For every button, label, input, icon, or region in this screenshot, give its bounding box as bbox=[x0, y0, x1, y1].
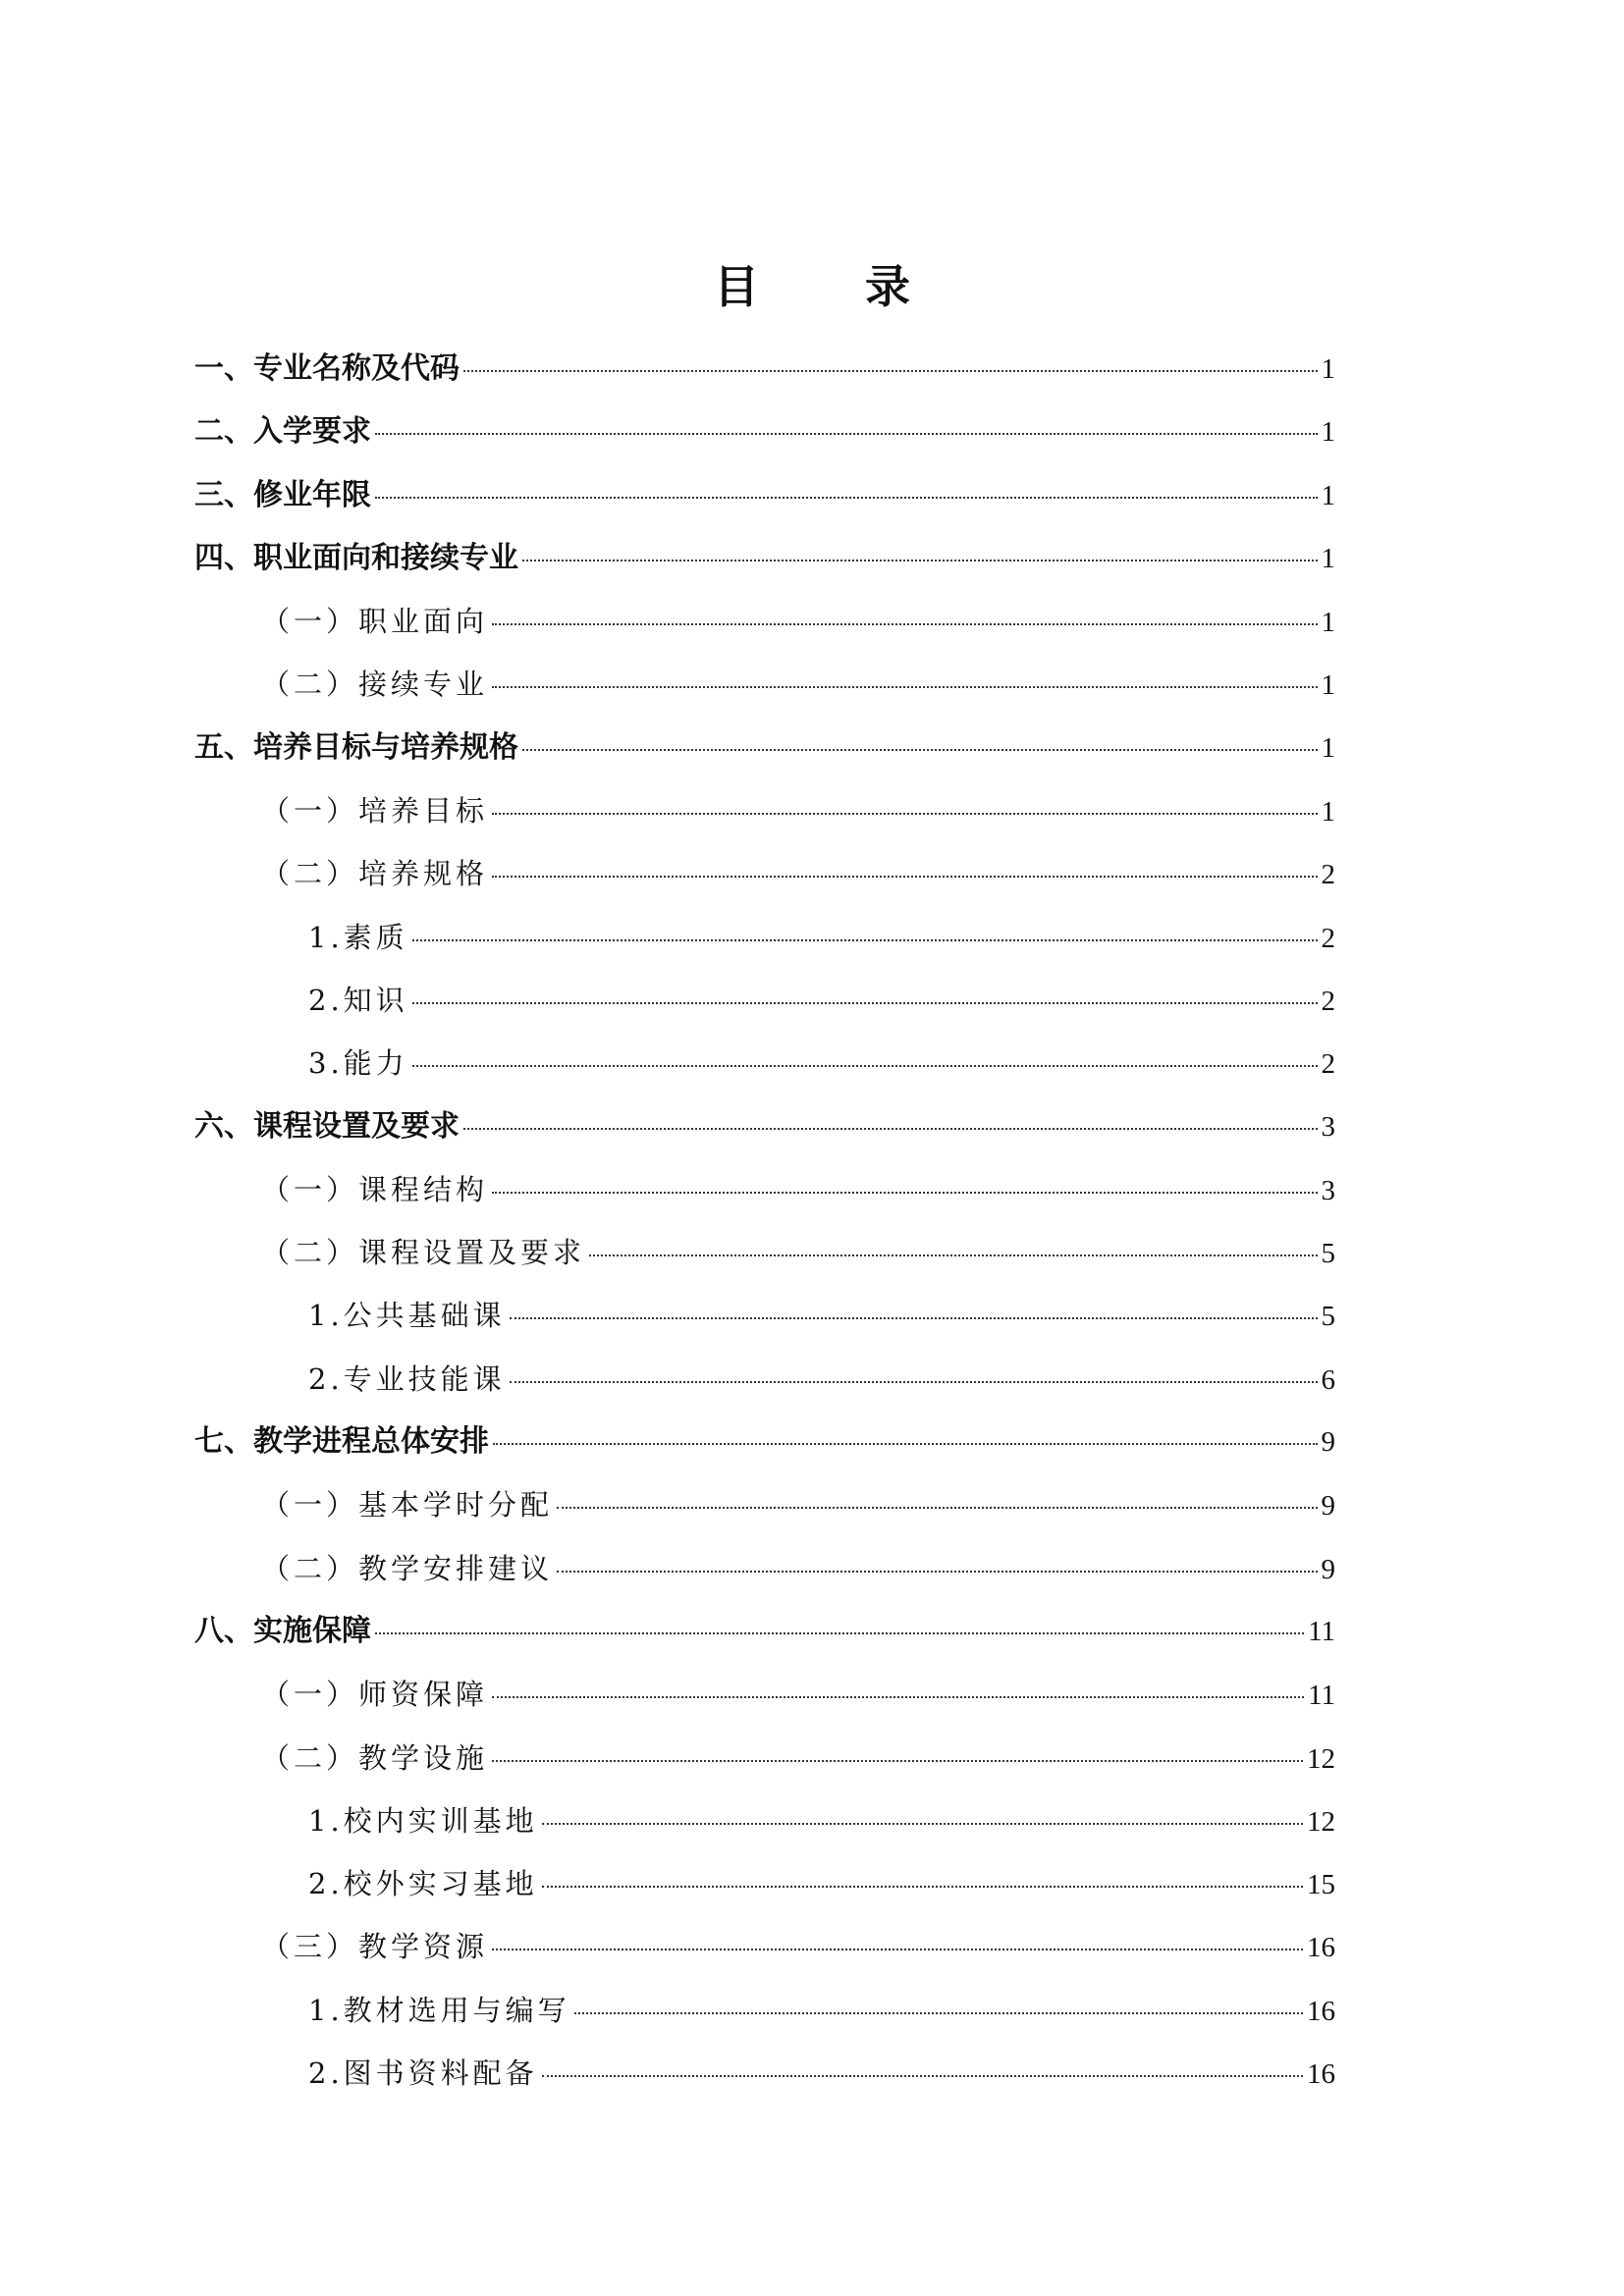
toc-entry-label: （二）课程设置及要求 bbox=[261, 1236, 586, 1270]
toc-entry[interactable] bbox=[194, 1789, 1335, 1852]
toc-entry-page-number: 5 bbox=[1321, 1238, 1335, 1270]
toc-entry-label: 2.专业技能课 bbox=[308, 1362, 506, 1396]
toc-entry-label: （二）教学设施 bbox=[261, 1740, 489, 1775]
toc-entry-label: （二）教学安排建议 bbox=[261, 1551, 554, 1585]
toc-entry-label: 一、专业名称及代码 bbox=[194, 351, 460, 386]
toc-entry[interactable] bbox=[194, 1284, 1335, 1347]
toc-entry-page-number: 5 bbox=[1321, 1301, 1335, 1333]
toc-dot-leader bbox=[492, 685, 1317, 688]
toc-entry[interactable] bbox=[194, 1411, 1335, 1473]
toc-dot-leader bbox=[492, 622, 1317, 625]
toc-dot-leader bbox=[557, 1570, 1317, 1573]
toc-entry[interactable] bbox=[194, 1727, 1335, 1789]
toc-entry[interactable] bbox=[194, 1221, 1335, 1284]
toc-entry-page-number: 1 bbox=[1321, 479, 1335, 511]
toc-entry-label: 2.图书资料配备 bbox=[308, 2056, 538, 2091]
toc-entry-page-number: 9 bbox=[1321, 1426, 1335, 1459]
toc-entry-label: （三）教学资源 bbox=[261, 1930, 489, 1964]
toc-entry-page-number: 1 bbox=[1321, 416, 1335, 449]
toc-entry-page-number: 2 bbox=[1321, 985, 1335, 1017]
toc-entry[interactable] bbox=[194, 1852, 1335, 1915]
toc-entry[interactable] bbox=[194, 1032, 1335, 1095]
toc-entry-page-number: 9 bbox=[1321, 1553, 1335, 1585]
toc-entry-label: （二）接续专业 bbox=[261, 667, 489, 702]
toc-entry-label: （一）职业面向 bbox=[261, 605, 489, 639]
toc-entry[interactable] bbox=[194, 1348, 1335, 1411]
toc-entry[interactable] bbox=[194, 1663, 1335, 1726]
toc-entry-page-number: 1 bbox=[1321, 669, 1335, 702]
toc-entry-page-number: 12 bbox=[1307, 1742, 1335, 1775]
toc-dot-leader bbox=[557, 1506, 1317, 1509]
toc-entry[interactable] bbox=[194, 1979, 1335, 2042]
toc-entry-label: 1.教材选用与编写 bbox=[308, 1993, 570, 2027]
toc-entry-label: （一）基本学时分配 bbox=[261, 1488, 554, 1522]
toc-entry-page-number: 12 bbox=[1307, 1805, 1335, 1838]
toc-entry-label: 二、入学要求 bbox=[194, 414, 371, 450]
toc-entry-page-number: 3 bbox=[1321, 1110, 1335, 1143]
toc-entry[interactable] bbox=[194, 338, 1335, 400]
toc-entry[interactable] bbox=[194, 653, 1335, 716]
toc-dot-leader bbox=[589, 1254, 1317, 1256]
toc-dot-leader bbox=[493, 1442, 1318, 1445]
toc-entry-page-number: 16 bbox=[1307, 1932, 1335, 1964]
toc-entry[interactable] bbox=[194, 779, 1335, 842]
toc-entry-label: 1.公共基础课 bbox=[308, 1299, 506, 1333]
toc-entry-page-number: 11 bbox=[1308, 1615, 1335, 1647]
toc-dot-leader bbox=[522, 559, 1318, 561]
toc-entry-label: 五、培养目标与培养规格 bbox=[194, 729, 518, 765]
toc-dot-leader bbox=[375, 1631, 1304, 1634]
toc-dot-leader bbox=[542, 1822, 1303, 1825]
toc-entry[interactable] bbox=[194, 527, 1335, 590]
toc-entry-label: （二）培养规格 bbox=[261, 857, 489, 891]
toc-entry-page-number: 1 bbox=[1321, 353, 1335, 385]
toc-dot-leader bbox=[463, 369, 1318, 372]
toc-entry[interactable] bbox=[194, 1915, 1335, 1978]
toc-dot-leader bbox=[375, 432, 1318, 435]
toc-entry-label: 三、修业年限 bbox=[194, 477, 371, 512]
toc-entry[interactable] bbox=[194, 2042, 1335, 2105]
toc-dot-leader bbox=[412, 1064, 1318, 1067]
toc-dot-leader bbox=[510, 1380, 1318, 1383]
toc-dot-leader bbox=[492, 1191, 1317, 1194]
toc-entry[interactable] bbox=[194, 1095, 1335, 1158]
toc-list bbox=[194, 338, 1335, 2105]
toc-entry[interactable] bbox=[194, 1473, 1335, 1536]
toc-entry[interactable] bbox=[194, 464, 1335, 527]
toc-dot-leader bbox=[492, 812, 1317, 815]
toc-entry-page-number: 16 bbox=[1307, 2058, 1335, 2091]
toc-entry-label: （一）课程结构 bbox=[261, 1172, 489, 1206]
toc-entry-label: 四、职业面向和接续专业 bbox=[194, 540, 518, 575]
toc-entry-page-number: 1 bbox=[1321, 796, 1335, 828]
toc-entry-page-number: 9 bbox=[1321, 1490, 1335, 1522]
toc-entry-page-number: 1 bbox=[1321, 731, 1335, 764]
toc-dot-leader bbox=[574, 2011, 1303, 2014]
toc-entry-page-number: 2 bbox=[1321, 922, 1335, 954]
toc-entry[interactable] bbox=[194, 1158, 1335, 1221]
toc-dot-leader bbox=[412, 1001, 1318, 1004]
toc-title: 目 录 bbox=[713, 260, 955, 313]
toc-entry[interactable] bbox=[194, 590, 1335, 653]
toc-entry-page-number: 2 bbox=[1321, 1048, 1335, 1081]
toc-dot-leader bbox=[375, 496, 1318, 499]
toc-dot-leader bbox=[463, 1127, 1318, 1130]
toc-entry[interactable] bbox=[194, 1600, 1335, 1663]
toc-entry-label: 1.校内实训基地 bbox=[308, 1803, 538, 1838]
toc-entry[interactable] bbox=[194, 906, 1335, 969]
toc-entry-page-number: 1 bbox=[1321, 607, 1335, 639]
toc-entry-page-number: 3 bbox=[1321, 1174, 1335, 1206]
toc-entry-label: （一）师资保障 bbox=[261, 1678, 489, 1712]
toc-dot-leader bbox=[492, 1948, 1303, 1950]
toc-entry-page-number: 16 bbox=[1307, 1995, 1335, 2027]
toc-dot-leader bbox=[522, 748, 1318, 751]
toc-entry-label: 2.校外实习基地 bbox=[308, 1867, 538, 1901]
toc-dot-leader bbox=[492, 875, 1317, 878]
toc-entry-page-number: 1 bbox=[1321, 542, 1335, 574]
toc-entry-page-number: 6 bbox=[1321, 1363, 1335, 1396]
toc-dot-leader bbox=[510, 1316, 1318, 1319]
toc-dot-leader bbox=[492, 1695, 1304, 1698]
toc-dot-leader bbox=[412, 938, 1318, 941]
toc-entry-label: 八、实施保障 bbox=[194, 1613, 371, 1648]
toc-entry-page-number: 2 bbox=[1321, 859, 1335, 891]
toc-entry-label: 2.知识 bbox=[308, 983, 408, 1017]
toc-entry-label: 3.能力 bbox=[308, 1046, 408, 1081]
toc-entry[interactable] bbox=[194, 969, 1335, 1032]
toc-entry-page-number: 15 bbox=[1307, 1869, 1335, 1901]
toc-dot-leader bbox=[542, 1885, 1303, 1888]
toc-entry[interactable] bbox=[194, 1537, 1335, 1600]
toc-entry[interactable] bbox=[194, 842, 1335, 905]
toc-dot-leader bbox=[542, 2074, 1303, 2077]
toc-entry[interactable] bbox=[194, 717, 1335, 779]
toc-entry-label: （一）培养目标 bbox=[261, 794, 489, 828]
toc-entry-label: 1.素质 bbox=[308, 920, 408, 954]
toc-entry-page-number: 11 bbox=[1308, 1680, 1335, 1712]
toc-entry[interactable] bbox=[194, 400, 1335, 463]
toc-dot-leader bbox=[492, 1759, 1303, 1762]
toc-entry-label: 七、教学进程总体安排 bbox=[194, 1424, 489, 1460]
toc-entry-label: 六、课程设置及要求 bbox=[194, 1108, 460, 1144]
